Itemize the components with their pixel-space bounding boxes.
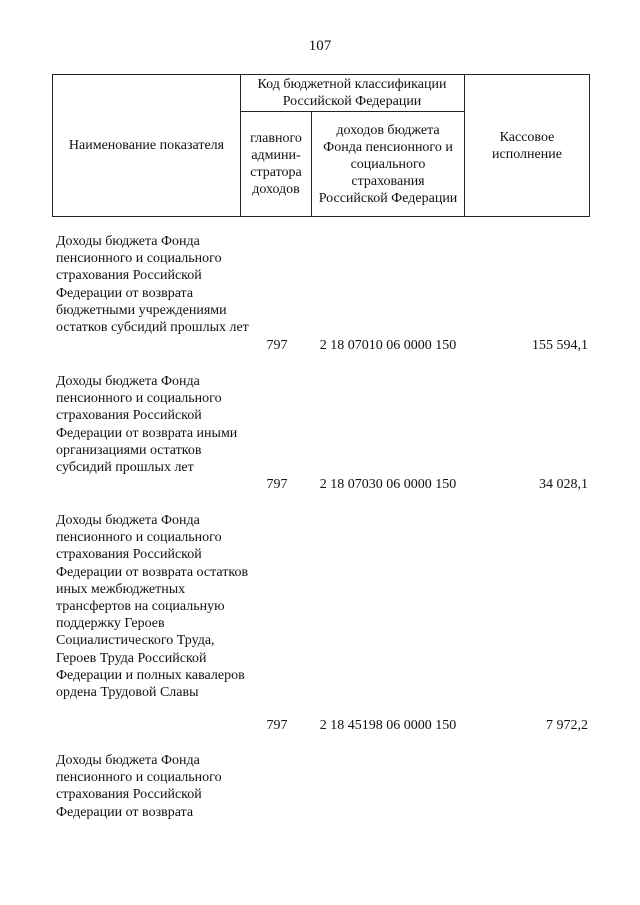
header-admin-col: главного админи-стратора доходов	[250, 131, 302, 197]
row-amount: 155 594,1	[532, 338, 588, 353]
row-name: Доходы бюджета Фонда пенсионного и социального страхования Российской Федерации от возврата бюджетными учреждениями остатков субсидий прошлых лет	[56, 234, 249, 336]
header-income-col: доходов бюджета Фонда пенсионного и социального страхования Российской Федерации	[318, 122, 458, 206]
row-budget-code: 2 18 07030 06 0000 150	[319, 477, 457, 492]
row-admin-code: 797	[266, 338, 288, 353]
row-amount: 34 028,1	[539, 477, 588, 492]
row-admin-code: 797	[266, 718, 288, 733]
row-budget-code: 2 18 45198 06 0000 150	[319, 718, 457, 733]
row-name: Доходы бюджета Фонда пенсионного и социального страхования Российской Федерации от возврата иными организациями остатков субсидий прошлых лет	[56, 374, 238, 476]
header-code-group: Код бюджетной классификации Российской Федерации	[257, 77, 447, 109]
row-amount: 7 972,2	[546, 718, 588, 733]
header-divider	[464, 74, 465, 217]
page-number: 107	[308, 38, 332, 54]
header-divider	[311, 111, 312, 217]
header-divider	[240, 74, 241, 217]
row-admin-code: 797	[266, 477, 288, 492]
row-budget-code: 2 18 07010 06 0000 150	[319, 338, 457, 353]
header-amount-col: Кассовое исполнение	[492, 129, 562, 162]
row-name: Доходы бюджета Фонда пенсионного и социального страхования Российской Федерации от возврата	[56, 753, 222, 820]
row-name: Доходы бюджета Фонда пенсионного и социального страхования Российской Федерации от возврата остатков иных межбюджетных трансфертов на социальную поддержку Героев Социалистического Труда, Героев Труда Российской Федерации и полных кавалеров ордена Трудовой Славы	[56, 513, 249, 701]
header-name-col: Наименование показателя	[68, 138, 225, 153]
